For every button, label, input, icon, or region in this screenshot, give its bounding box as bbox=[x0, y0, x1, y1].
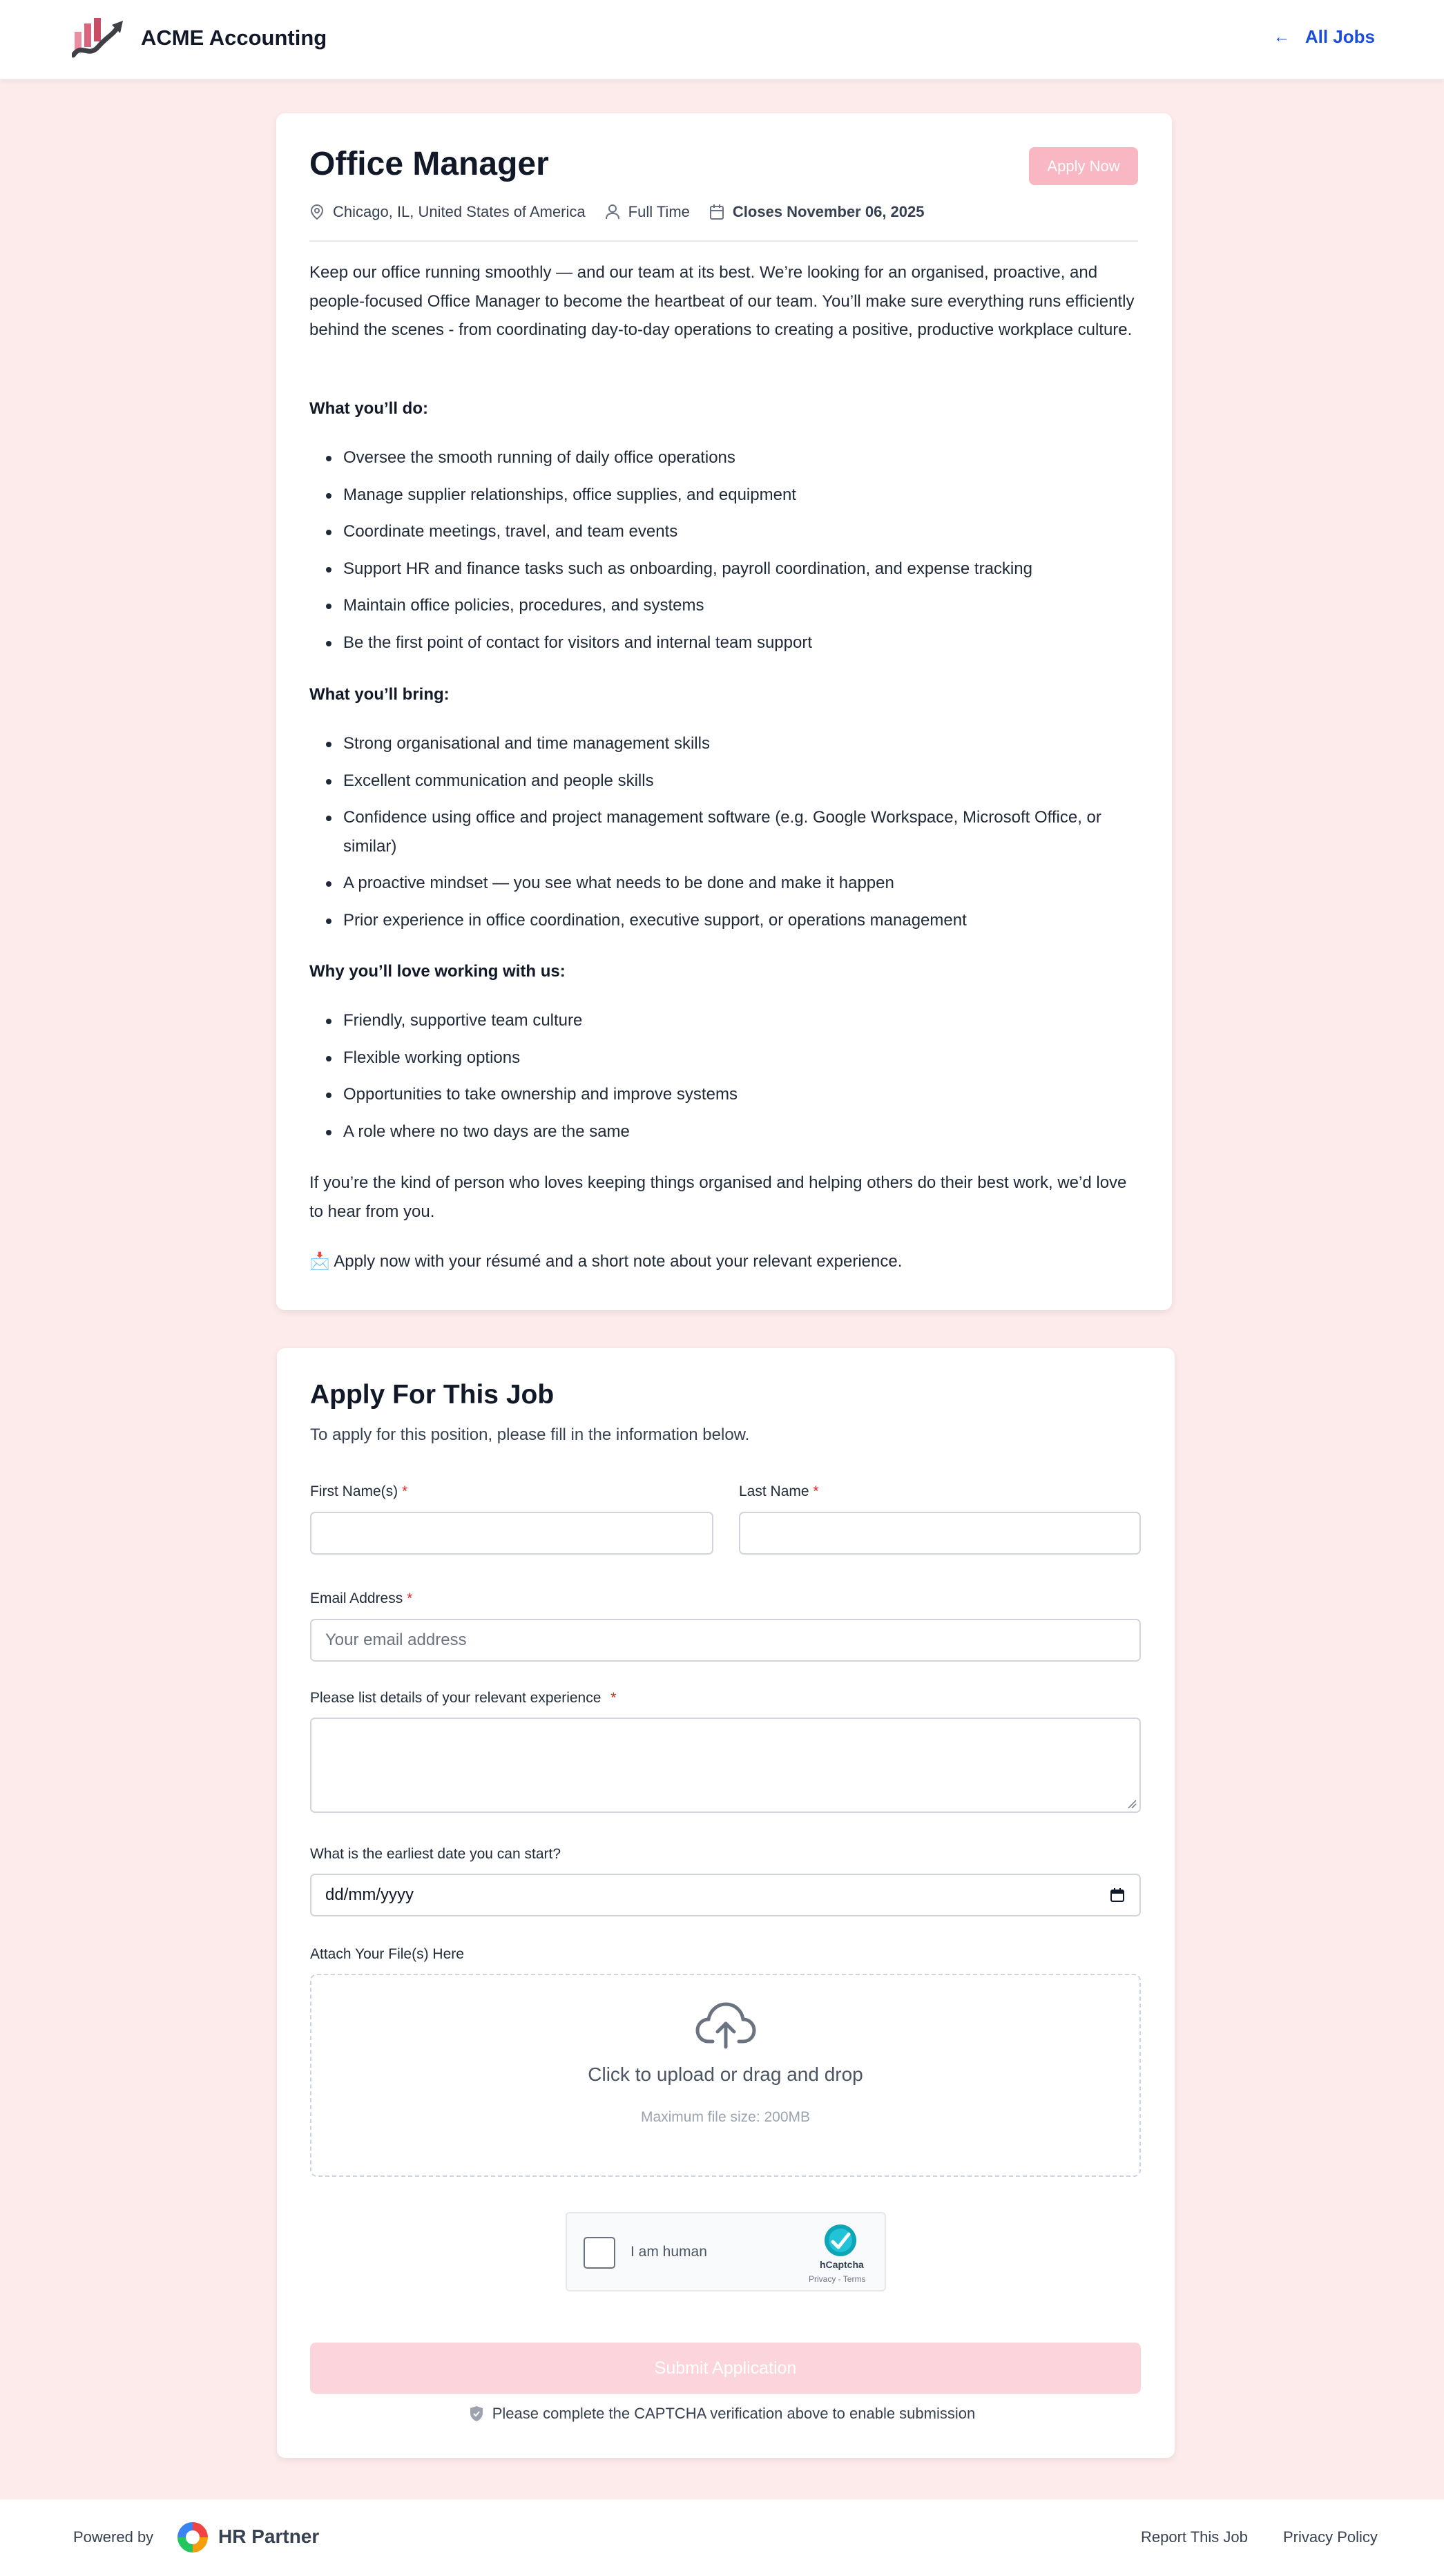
list-item: Be the first point of contact for visitors and internal team support bbox=[309, 628, 1138, 657]
list-item: Maintain office policies, procedures, and systems bbox=[309, 591, 1138, 620]
list-item: Coordinate meetings, travel, and team events bbox=[309, 517, 1138, 546]
location-text: Chicago, IL, United States of America bbox=[333, 203, 586, 220]
list-item: A role where no two days are the same bbox=[309, 1117, 1138, 1146]
list-item: Friendly, supportive team culture bbox=[309, 1006, 1138, 1035]
why-love-list bbox=[309, 1006, 1138, 1146]
powered-by-text: Powered by bbox=[73, 2528, 154, 2546]
list-item: Prior experience in office coordination, executive support, or operations management bbox=[309, 906, 1138, 935]
what-you-bring-heading: What you’ll bring: bbox=[309, 685, 450, 704]
user-icon bbox=[605, 204, 620, 220]
first-name-label-text: First Name(s) bbox=[310, 1483, 398, 1499]
list-item: Support HR and finance tasks such as onboarding, payroll coordination, and expense tracking bbox=[309, 555, 1138, 584]
calendar-picker-icon[interactable] bbox=[1109, 1887, 1126, 1903]
email-placeholder: Your email address bbox=[325, 1631, 467, 1649]
required-mark: * bbox=[610, 1690, 617, 1706]
first-name-label bbox=[310, 1483, 407, 1500]
job-closing-date bbox=[709, 203, 925, 221]
max-file-size: Maximum file size: 200MB bbox=[640, 2109, 811, 2125]
date-placeholder: dd/mm/yyyy bbox=[325, 1885, 414, 1904]
all-jobs-link[interactable] bbox=[1273, 26, 1375, 48]
experience-label bbox=[310, 1690, 616, 1707]
what-you-bring-list bbox=[309, 729, 1138, 934]
list-item: Strong organisational and time management skills bbox=[309, 729, 1138, 758]
arrow-left-icon: ← bbox=[1273, 27, 1290, 46]
last-name-input[interactable] bbox=[739, 1512, 1141, 1555]
site-header bbox=[0, 0, 1444, 79]
email-input[interactable] bbox=[310, 1619, 1141, 1662]
brand-name: ACME Accounting bbox=[141, 26, 327, 50]
list-item: Excellent communication and people skills bbox=[309, 767, 1138, 796]
why-love-heading: Why you’ll love working with us: bbox=[309, 962, 566, 981]
resize-handle-icon[interactable] bbox=[1127, 1799, 1137, 1809]
cloud-upload-icon bbox=[695, 2000, 757, 2050]
hr-partner-name[interactable]: HR Partner bbox=[218, 2526, 320, 2547]
all-jobs-label: All Jobs bbox=[1305, 26, 1375, 47]
calendar-icon bbox=[709, 204, 724, 220]
required-mark: * bbox=[402, 1483, 408, 1499]
privacy-policy-link[interactable]: Privacy Policy bbox=[1283, 2528, 1378, 2546]
required-mark: * bbox=[813, 1483, 819, 1499]
map-pin-icon bbox=[309, 204, 325, 220]
experience-label-text: Please list details of your relevant experience bbox=[310, 1690, 601, 1706]
list-item: Confidence using office and project management software (e.g. Google Workspace, Microsoft Office, or similar) bbox=[309, 803, 1138, 861]
acme-logo-icon bbox=[72, 15, 126, 61]
required-mark: * bbox=[407, 1590, 413, 1606]
list-item: Manage supplier relationships, office supplies, and equipment bbox=[309, 481, 1138, 510]
start-date-label: What is the earliest date you can start? bbox=[310, 1846, 561, 1862]
report-job-link[interactable]: Report This Job bbox=[1141, 2528, 1248, 2546]
closes-text: Closes November 06, 2025 bbox=[732, 203, 925, 220]
what-you-do-heading: What you’ll do: bbox=[309, 399, 428, 418]
apply-note: 📩 Apply now with your résumé and a short note about your relevant experience. bbox=[309, 1252, 903, 1271]
hcaptcha-brand: hCaptcha bbox=[820, 2259, 864, 2270]
file-dropzone[interactable] bbox=[310, 1974, 1141, 2177]
form-title: Apply For This Job bbox=[310, 1380, 555, 1410]
hr-partner-logo-icon[interactable] bbox=[175, 2520, 210, 2555]
type-text: Full Time bbox=[628, 203, 690, 220]
list-item: Flexible working options bbox=[309, 1044, 1138, 1073]
list-item: Opportunities to take ownership and improve systems bbox=[309, 1080, 1138, 1109]
submit-application-button[interactable]: Submit Application bbox=[310, 2343, 1141, 2394]
hcaptcha-logo-icon bbox=[822, 2223, 858, 2258]
captcha-note bbox=[0, 2405, 1444, 2423]
job-location bbox=[309, 203, 586, 221]
job-closing-paragraph: If you’re the kind of person who loves keeping things organised and helping others do their best work, we’d love to hear from you. bbox=[309, 1173, 1127, 1221]
job-type bbox=[605, 203, 690, 221]
experience-textarea[interactable] bbox=[310, 1718, 1141, 1813]
apply-now-button[interactable]: Apply Now bbox=[1029, 147, 1138, 185]
last-name-label bbox=[739, 1483, 819, 1500]
hcaptcha-widget bbox=[566, 2212, 886, 2291]
last-name-label-text: Last Name bbox=[739, 1483, 809, 1499]
attach-files-label: Attach Your File(s) Here bbox=[310, 1946, 464, 1962]
list-item: Oversee the smooth running of daily office operations bbox=[309, 443, 1138, 472]
start-date-input[interactable] bbox=[310, 1874, 1141, 1916]
email-label-text: Email Address bbox=[310, 1590, 403, 1606]
what-you-do-list bbox=[309, 443, 1138, 657]
list-item: A proactive mindset — you see what needs to be done and make it happen bbox=[309, 869, 1138, 898]
job-meta bbox=[309, 203, 944, 221]
upload-instructions: Click to upload or drag and drop bbox=[588, 2064, 863, 2085]
first-name-input[interactable] bbox=[310, 1512, 713, 1555]
shield-icon bbox=[469, 2405, 484, 2422]
email-label bbox=[310, 1590, 412, 1607]
captcha-checkbox[interactable] bbox=[584, 2237, 615, 2269]
captcha-note-text: Please complete the CAPTCHA verification above to enable submission bbox=[492, 2405, 976, 2422]
meta-divider bbox=[309, 240, 1138, 242]
site-footer bbox=[0, 2499, 1444, 2576]
job-title: Office Manager bbox=[309, 146, 549, 182]
job-intro: Keep our office running smoothly — and our team at its best. We’re looking for an organised, proactive, and people-focused Office Manager to become the heartbeat of our team. You’ll make sure everything runs efficiently behind the scenes - from coordinating day-to-day operations to creating a positive, productive workplace culture. bbox=[309, 263, 1135, 339]
hcaptcha-links[interactable]: Privacy - Terms bbox=[809, 2274, 866, 2284]
captcha-label: I am human bbox=[630, 2244, 707, 2260]
form-subtitle: To apply for this position, please fill in the information below. bbox=[310, 1425, 750, 1444]
brand-logo[interactable] bbox=[72, 15, 327, 61]
